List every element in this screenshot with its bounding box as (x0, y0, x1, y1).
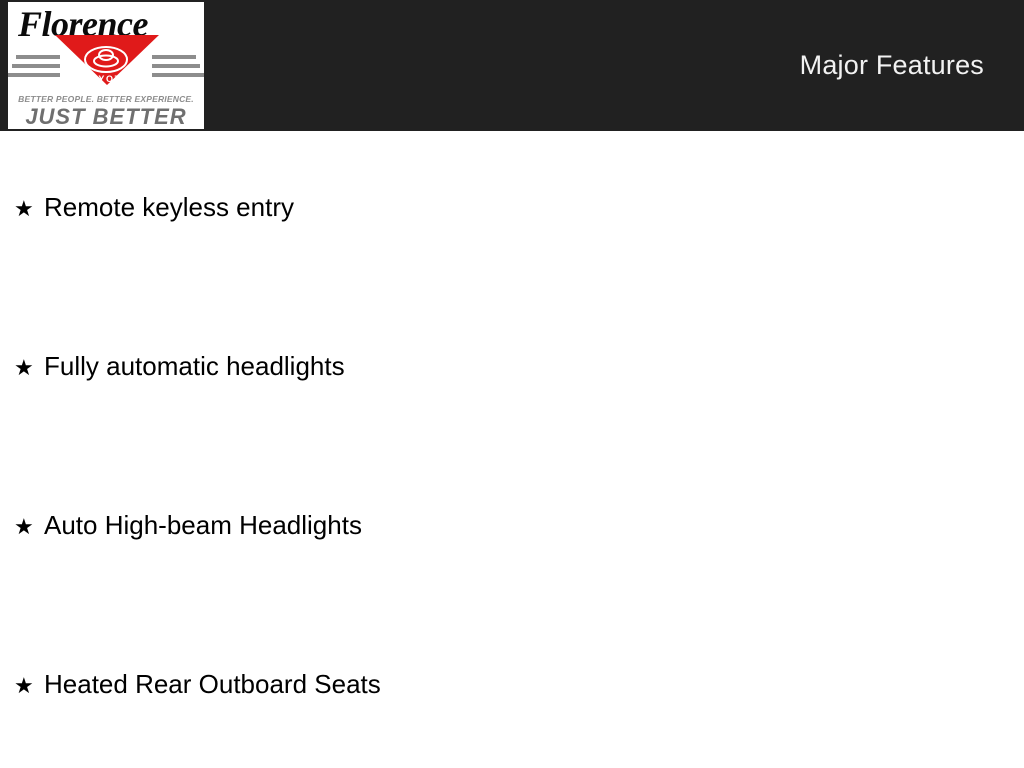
star-icon: ★ (14, 514, 34, 539)
list-item-label: Heated Rear Outboard Seats (44, 669, 381, 699)
list-item-label: Fully automatic headlights (44, 351, 345, 381)
star-icon: ★ (14, 673, 34, 698)
slide-header-bar (0, 0, 1024, 131)
list-item (14, 194, 294, 220)
logo-wing-right-3 (152, 73, 204, 77)
logo-tagline-small: BETTER PEOPLE. BETTER EXPERIENCE. (18, 94, 194, 104)
logo-wing-left-1 (16, 55, 60, 59)
list-item-label: Remote keyless entry (44, 192, 294, 222)
list-item (14, 512, 362, 538)
dealer-logo (8, 2, 204, 129)
logo-script-name: Florence (18, 4, 148, 44)
logo-wing-left-3 (8, 73, 60, 77)
slide-body (0, 131, 1024, 768)
logo-wing-right-2 (152, 64, 200, 68)
list-item (14, 671, 381, 697)
list-item (14, 353, 345, 379)
logo-tagline-large: JUST BETTER (25, 104, 187, 129)
page-title: Major Features (799, 50, 984, 80)
logo-brand-word: TOYOTA (82, 74, 130, 84)
list-item-label: Auto High-beam Headlights (44, 510, 362, 540)
star-icon: ★ (14, 355, 34, 380)
star-icon: ★ (14, 196, 34, 221)
toyota-emblem-icon (84, 46, 128, 73)
logo-wing-left-2 (12, 64, 60, 68)
